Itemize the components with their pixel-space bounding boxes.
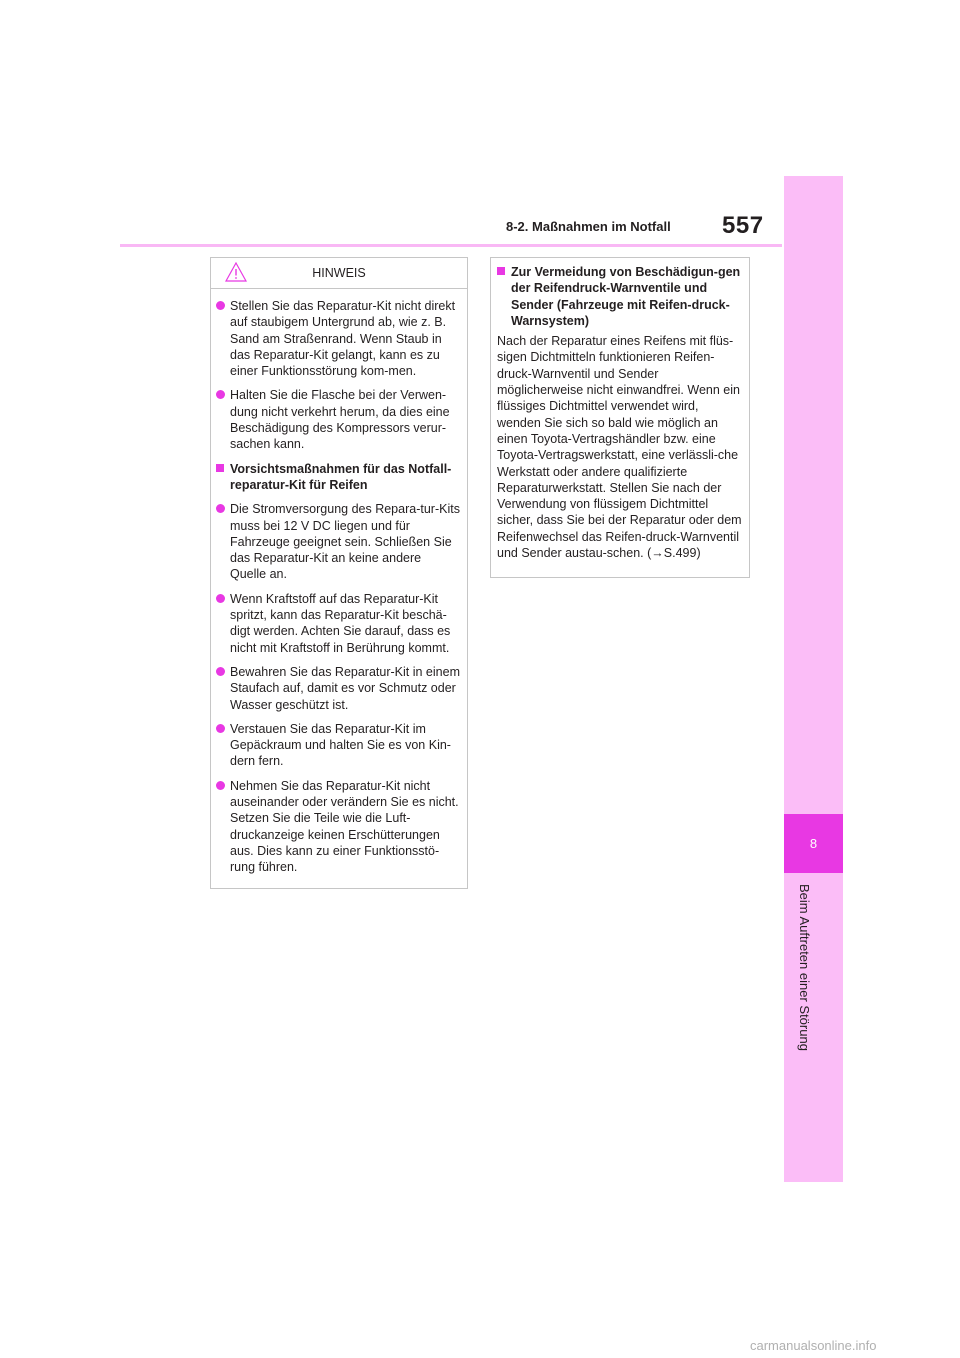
circle-bullet-icon (216, 667, 225, 676)
notice-list-item (216, 461, 460, 494)
info-heading-item (497, 264, 742, 329)
circle-bullet-icon (216, 390, 225, 399)
notice-list-item (216, 298, 460, 379)
info-body (497, 333, 742, 561)
notice-list-item (216, 387, 460, 452)
section-title: 8-2. Maßnahmen im Notfall (506, 219, 671, 234)
warning-icon (225, 262, 247, 282)
notice-item-text: Halten Sie die Flasche bei der Verwen-dung nicht verkehrt herum, da dies eine Beschädigung des Kompressors verur-sachen kann. (230, 388, 450, 452)
notice-list-item (216, 778, 460, 876)
chapter-title: Beim Auftreten einer Störung (797, 884, 812, 1051)
circle-bullet-icon (216, 504, 225, 513)
reference-arrow-icon: → (651, 546, 664, 561)
notice-header (211, 258, 467, 289)
square-bullet-icon (216, 464, 224, 472)
notice-list-item (216, 591, 460, 656)
circle-bullet-icon (216, 594, 225, 603)
notice-item-text: Nehmen Sie das Reparatur-Kit nicht auseinander oder verändern Sie es nicht. Setzen Sie die Teile wie die Luft-druckanzeige keinen Erschütterungen aus. Dies kann zu einer Funktionsstö-rung führen. (230, 778, 459, 875)
page-number: 557 (722, 212, 764, 239)
notice-item-text: Wenn Kraftstoff auf das Reparatur-Kit spritzt, kann das Reparatur-Kit beschä-digt werden. Achten Sie darauf, dass es nicht mit Kraftstoff in Berührung kommt. (230, 591, 451, 655)
circle-bullet-icon (216, 301, 225, 310)
notice-list-item (216, 501, 460, 582)
page-reference-link[interactable]: S.499) (663, 546, 701, 561)
notice-item-text: Bewahren Sie das Reparatur-Kit in einem Staufach auf, damit es vor Schmutz oder Wasser geschützt ist. (230, 664, 460, 712)
circle-bullet-icon (216, 781, 225, 790)
chapter-side-tab (784, 176, 843, 1182)
header-rule (120, 244, 782, 247)
circle-bullet-icon (216, 724, 225, 733)
notice-item-text: Vorsichtsmaßnahmen für das Notfall-reparatur-Kit für Reifen (230, 461, 452, 492)
notice-title: HINWEIS (312, 266, 366, 280)
notice-item-text: Stellen Sie das Reparatur-Kit nicht direkt auf staubigem Untergrund ab, wie z. B. Sand am Straßenrand. Wenn Staub in das Reparatur-Kit gelangt, kann es zu einer Funktionsstörung kom-men. (230, 299, 456, 379)
notice-list-item (216, 721, 460, 770)
notice-box (210, 257, 468, 889)
info-box (490, 257, 750, 578)
chapter-number: 8 (809, 836, 818, 851)
watermark: carmanualsonline.info (750, 1338, 877, 1353)
chapter-number-box (784, 814, 843, 873)
info-body-text: Nach der Reparatur eines Reifens mit flüs-sigen Dichtmitteln funktionieren Reifen-druck-Warnventil und Sender möglicherweise nicht einwandfrei. Wenn ein flüssiges Dichtmittel verwendet wird, wenden Sie sich so bald wie möglich an einen Toyota-Vertragshändler bzw. eine Toyota-Vertragswerkstatt, eine verlässli-che Werkstatt oder andere qualifizierte Reparaturwerkstatt. Stellen Sie nach der Verwendung von flüssigem Dichtmittel sicher, dass Sie bei der Reparatur oder dem Reifenwechsel das Reifen-druck-Warnventil und Sender austau-schen. ( (497, 334, 742, 561)
notice-item-text: Verstauen Sie das Reparatur-Kit im Gepäckraum und halten Sie es von Kin-dern fern. (230, 721, 451, 769)
notice-list-item (216, 664, 460, 713)
info-heading: Zur Vermeidung von Beschädigun-gen der Reifendruck-Warnventile und Sender (Fahrzeuge mit Reifen-druck-Warnsystem) (511, 265, 741, 328)
square-bullet-icon (497, 267, 505, 275)
notice-body (211, 289, 467, 876)
notice-item-text: Die Stromversorgung des Repara-tur-Kits muss bei 12 V DC liegen und für Fahrzeuge geeignet sein. Schließen Sie das Reparatur-Kit an keine andere Quelle an. (230, 502, 460, 582)
